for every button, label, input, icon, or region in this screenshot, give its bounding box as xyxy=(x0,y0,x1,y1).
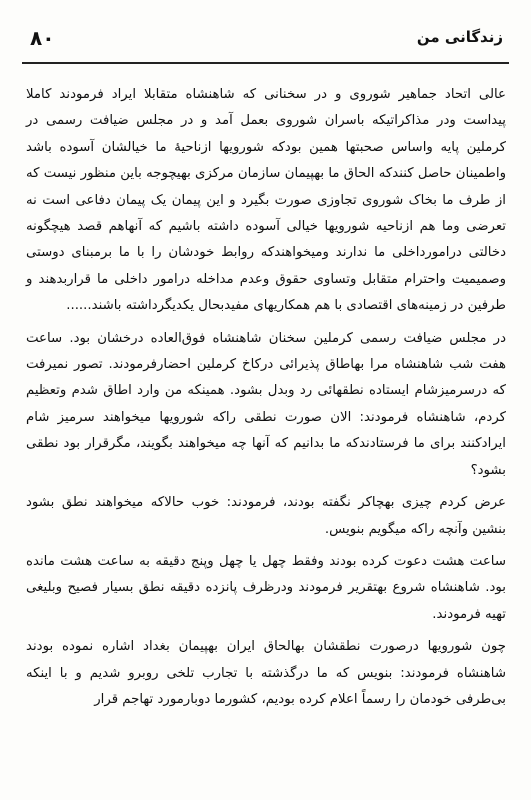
body-text xyxy=(26,82,506,713)
running-title: زندگانی من xyxy=(416,28,503,46)
header-rule xyxy=(22,62,509,64)
paragraph: ساعت هشت دعوت کرده بودند وفقط چهل یا چهل وپنج دقیقه به ساعت هشت مانده بود. شاهنشاه شروع بهتقریر فرمودند ودرظرف پانزده دقیقه نطق بسیار فصیح وبلیغی تهیه فرمودند. xyxy=(26,553,506,622)
paragraph: عالی اتحاد جماهیر شوروی و در سخنانی که شاهنشاه متقابلا ایراد فرمودند کاملا پیداست ودر مذاکراتیکه باسران شوروی بعمل آمد و در مجلس ضیافت رسمی در کرملین پایه واساس صحبتها همین بودکه شورویها ازناحیهٔ ما خیالشان آسوده باشد واطمینان حاصل کنندکه الحاق ما بهپیمان سازمان مرکزی بهیچوجه باین منظور نیست که از طرف ما بخاک شوروی تجاوزی صورت بگیرد و این پیمان یک پیمان دفاعی است نه تعرضی وما هم ازناحیه شورویها خیالی آسوده داشته باشیم که آنهاهم قصد هیچگونه دخالتی درامورداخلی ما ندارند ومیخواهندکه روابط خودشان را با ما برمبنای دوستی وصمیمیت واحترام متقابل وتساوی حقوق وعدم مداخله درامور داخلی ما قراربدهند و طرفین در زمینه‌های اقتصادی با هم همکاریهای مفیدبحال یکدیگرداشته باشند...... xyxy=(26,87,506,314)
paragraph: چون شورویها درصورت نطقشان بهالحاق ایران بهپیمان بغداد اشاره نموده بودند شاهنشاه فرمودند: بنویس که ما درگذشته با تجارب تلخی روبرو شدیم و با اینکه بی‌طرفی خودمان را رسماً اعلام کرده بودیم، کشورما دوبارمورد تهاجم قرار xyxy=(26,639,506,707)
page-header xyxy=(22,26,503,52)
page-number: ۸۰ xyxy=(30,26,55,50)
paragraph: در مجلس ضیافت رسمی کرملین سخنان شاهنشاه فوق‌العاده درخشان بود. ساعت هفت شب شاهنشاه مرا بهاطاق پذیرائی درکاخ کرملین احضارفرمودند. تصور نمیرفت که درسرمیزشام ایستاده نطقهائی رد وبدل بشود. همینکه من وارد اطاق شدم وتعظیم کردم، شاهنشاه فرمودند: الان صورت نطقی راکه شورویها میخواهند سرمیز شام ایرادکنند برای ما فرستادندکه ما بدانیم که آنها چه میخواهند بگویند، مگرقرار بود نطقی بشود؟ xyxy=(26,330,506,478)
paragraph: عرض کردم چیزی بهچاکر نگفته بودند، فرمودند: خوب حالاکه میخواهند نطق بشود بنشین وآنچه راکه میگویم بنویس. xyxy=(26,495,506,537)
